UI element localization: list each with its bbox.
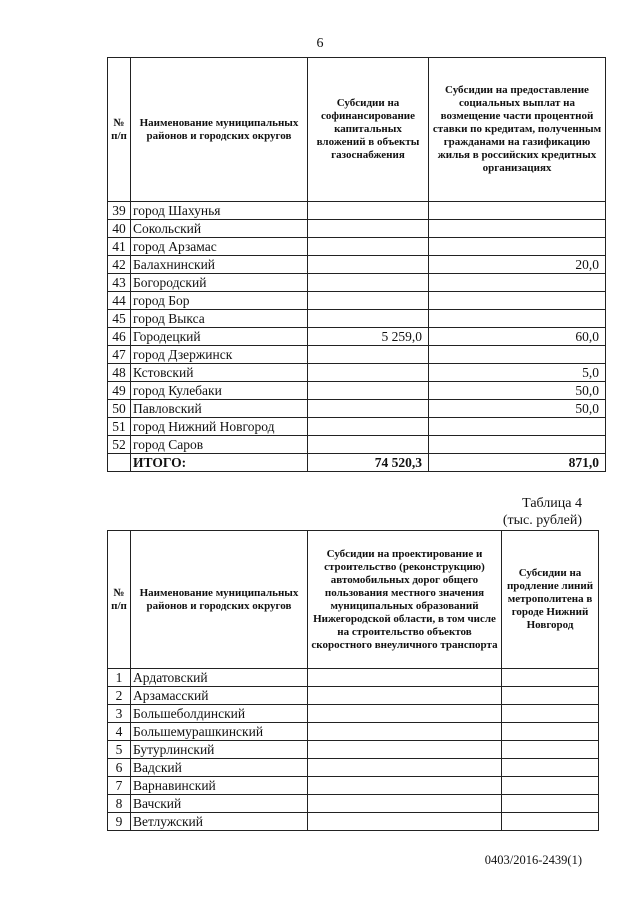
row-number: 7 bbox=[108, 777, 131, 795]
gas-capital-subsidy-value bbox=[308, 256, 429, 274]
header-gas-capital-subsidies: Субсидии на софинансирование капитальных вложений в объекты газоснабжения bbox=[308, 58, 429, 202]
total-row bbox=[108, 454, 606, 472]
metro-subsidy-value bbox=[502, 687, 599, 705]
municipality-name: город Бор bbox=[131, 292, 308, 310]
gas-interest-subsidy-value bbox=[429, 274, 606, 292]
header-number: № п/п bbox=[108, 58, 131, 202]
metro-subsidy-value bbox=[502, 813, 599, 831]
total-value-gas-interest: 871,0 bbox=[429, 454, 606, 472]
metro-subsidy-value bbox=[502, 759, 599, 777]
municipality-name: Городецкий bbox=[131, 328, 308, 346]
municipality-name: город Саров bbox=[131, 436, 308, 454]
table-row bbox=[108, 400, 606, 418]
municipality-name: город Арзамас bbox=[131, 238, 308, 256]
row-number: 41 bbox=[108, 238, 131, 256]
total-number-cell bbox=[108, 454, 131, 472]
row-number: 48 bbox=[108, 364, 131, 382]
gas-interest-subsidy-value bbox=[429, 346, 606, 364]
gas-interest-subsidy-value: 60,0 bbox=[429, 328, 606, 346]
gas-interest-subsidy-value: 50,0 bbox=[429, 382, 606, 400]
table-row bbox=[108, 256, 606, 274]
header-municipality-name: Наименование муниципальных районов и городских округов bbox=[131, 58, 308, 202]
metro-subsidy-value bbox=[502, 669, 599, 687]
gas-capital-subsidy-value bbox=[308, 238, 429, 256]
table-row bbox=[108, 813, 599, 831]
road-subsidy-value bbox=[308, 813, 502, 831]
header-gas-interest-subsidies: Субсидии на предоставление социальных выплат на возмещение части процентной ставки по кредитам, полученным гражданами на газификацию жилья в российских кредитных организациях bbox=[429, 58, 606, 202]
metro-subsidy-value bbox=[502, 777, 599, 795]
subsidies-table-gas bbox=[107, 57, 606, 472]
row-number: 39 bbox=[108, 202, 131, 220]
road-subsidy-value bbox=[308, 741, 502, 759]
municipality-name: Арзамасский bbox=[131, 687, 308, 705]
row-number: 9 bbox=[108, 813, 131, 831]
table-row bbox=[108, 759, 599, 777]
table-row bbox=[108, 741, 599, 759]
row-number: 45 bbox=[108, 310, 131, 328]
gas-capital-subsidy-value bbox=[308, 436, 429, 454]
municipality-name: Богородский bbox=[131, 274, 308, 292]
gas-capital-subsidy-value: 5 259,0 bbox=[308, 328, 429, 346]
metro-subsidy-value bbox=[502, 705, 599, 723]
table-row bbox=[108, 436, 606, 454]
municipality-name: Ветлужский bbox=[131, 813, 308, 831]
table-row bbox=[108, 777, 599, 795]
table-caption-units: (тыс. рублей) bbox=[502, 513, 582, 528]
row-number: 50 bbox=[108, 400, 131, 418]
row-number: 1 bbox=[108, 669, 131, 687]
gas-interest-subsidy-value bbox=[429, 436, 606, 454]
table-row bbox=[108, 705, 599, 723]
gas-interest-subsidy-value bbox=[429, 220, 606, 238]
road-subsidy-value bbox=[308, 669, 502, 687]
municipality-name: Большеболдинский bbox=[131, 705, 308, 723]
header-metro-subsidies: Субсидии на продление линий метрополитена в городе Нижний Новгород bbox=[502, 531, 599, 669]
table-row bbox=[108, 238, 606, 256]
gas-capital-subsidy-value bbox=[308, 274, 429, 292]
table-row bbox=[108, 723, 599, 741]
row-number: 46 bbox=[108, 328, 131, 346]
row-number: 51 bbox=[108, 418, 131, 436]
gas-capital-subsidy-value bbox=[308, 346, 429, 364]
gas-capital-subsidy-value bbox=[308, 400, 429, 418]
row-number: 3 bbox=[108, 705, 131, 723]
municipality-name: Балахнинский bbox=[131, 256, 308, 274]
gas-capital-subsidy-value bbox=[308, 364, 429, 382]
municipality-name: Вачский bbox=[131, 795, 308, 813]
municipality-name: город Выкса bbox=[131, 310, 308, 328]
road-subsidy-value bbox=[308, 777, 502, 795]
table-row bbox=[108, 202, 606, 220]
table-row bbox=[108, 346, 606, 364]
header-road-subsidies: Субсидии на проектирование и строительство (реконструкцию) автомобильных дорог общего пользования местного значения муниципальных образований Нижегородской области, в том числе на строительство объектов скоростного внеуличного транспорта bbox=[308, 531, 502, 669]
table-row bbox=[108, 418, 606, 436]
row-number: 52 bbox=[108, 436, 131, 454]
table-caption-title: Таблица 4 bbox=[522, 496, 582, 511]
table-row bbox=[108, 687, 599, 705]
road-subsidy-value bbox=[308, 723, 502, 741]
page-number: 6 bbox=[316, 36, 324, 51]
table-row bbox=[108, 795, 599, 813]
table-row bbox=[108, 328, 606, 346]
gas-interest-subsidy-value bbox=[429, 202, 606, 220]
metro-subsidy-value bbox=[502, 795, 599, 813]
municipality-name: город Кулебаки bbox=[131, 382, 308, 400]
table-caption bbox=[503, 495, 582, 529]
row-number: 5 bbox=[108, 741, 131, 759]
row-number: 40 bbox=[108, 220, 131, 238]
gas-capital-subsidy-value bbox=[308, 418, 429, 436]
row-number: 47 bbox=[108, 346, 131, 364]
municipality-name: Большемурашкинский bbox=[131, 723, 308, 741]
municipality-name: Вадский bbox=[131, 759, 308, 777]
table-row bbox=[108, 364, 606, 382]
road-subsidy-value bbox=[308, 687, 502, 705]
gas-capital-subsidy-value bbox=[308, 310, 429, 328]
row-number: 8 bbox=[108, 795, 131, 813]
municipality-name: город Нижний Новгород bbox=[131, 418, 308, 436]
municipality-name: Ардатовский bbox=[131, 669, 308, 687]
row-number: 4 bbox=[108, 723, 131, 741]
subsidies-table-roads bbox=[107, 530, 599, 831]
row-number: 49 bbox=[108, 382, 131, 400]
table-row bbox=[108, 292, 606, 310]
road-subsidy-value bbox=[308, 795, 502, 813]
gas-interest-subsidy-value: 50,0 bbox=[429, 400, 606, 418]
row-number: 2 bbox=[108, 687, 131, 705]
municipality-name: город Дзержинск bbox=[131, 346, 308, 364]
table-row bbox=[108, 382, 606, 400]
road-subsidy-value bbox=[308, 705, 502, 723]
header-number: № п/п bbox=[108, 531, 131, 669]
gas-capital-subsidy-value bbox=[308, 202, 429, 220]
table-row bbox=[108, 310, 606, 328]
row-number: 6 bbox=[108, 759, 131, 777]
road-subsidy-value bbox=[308, 759, 502, 777]
municipality-name: Бутурлинский bbox=[131, 741, 308, 759]
document-code: 0403/2016-2439(1) bbox=[484, 853, 582, 867]
gas-interest-subsidy-value bbox=[429, 310, 606, 328]
total-label: ИТОГО: bbox=[131, 454, 308, 472]
gas-capital-subsidy-value bbox=[308, 220, 429, 238]
municipality-name: город Шахунья bbox=[131, 202, 308, 220]
gas-capital-subsidy-value bbox=[308, 382, 429, 400]
gas-capital-subsidy-value bbox=[308, 292, 429, 310]
table-row bbox=[108, 274, 606, 292]
gas-interest-subsidy-value bbox=[429, 238, 606, 256]
gas-interest-subsidy-value bbox=[429, 292, 606, 310]
total-value-gas-capital: 74 520,3 bbox=[308, 454, 429, 472]
gas-interest-subsidy-value: 20,0 bbox=[429, 256, 606, 274]
row-number: 43 bbox=[108, 274, 131, 292]
metro-subsidy-value bbox=[502, 741, 599, 759]
row-number: 42 bbox=[108, 256, 131, 274]
table-row bbox=[108, 669, 599, 687]
row-number: 44 bbox=[108, 292, 131, 310]
municipality-name: Сокольский bbox=[131, 220, 308, 238]
gas-interest-subsidy-value: 5,0 bbox=[429, 364, 606, 382]
gas-interest-subsidy-value bbox=[429, 418, 606, 436]
municipality-name: Кстовский bbox=[131, 364, 308, 382]
municipality-name: Павловский bbox=[131, 400, 308, 418]
table-row bbox=[108, 220, 606, 238]
header-municipality-name: Наименование муниципальных районов и городских округов bbox=[131, 531, 308, 669]
metro-subsidy-value bbox=[502, 723, 599, 741]
municipality-name: Варнавинский bbox=[131, 777, 308, 795]
